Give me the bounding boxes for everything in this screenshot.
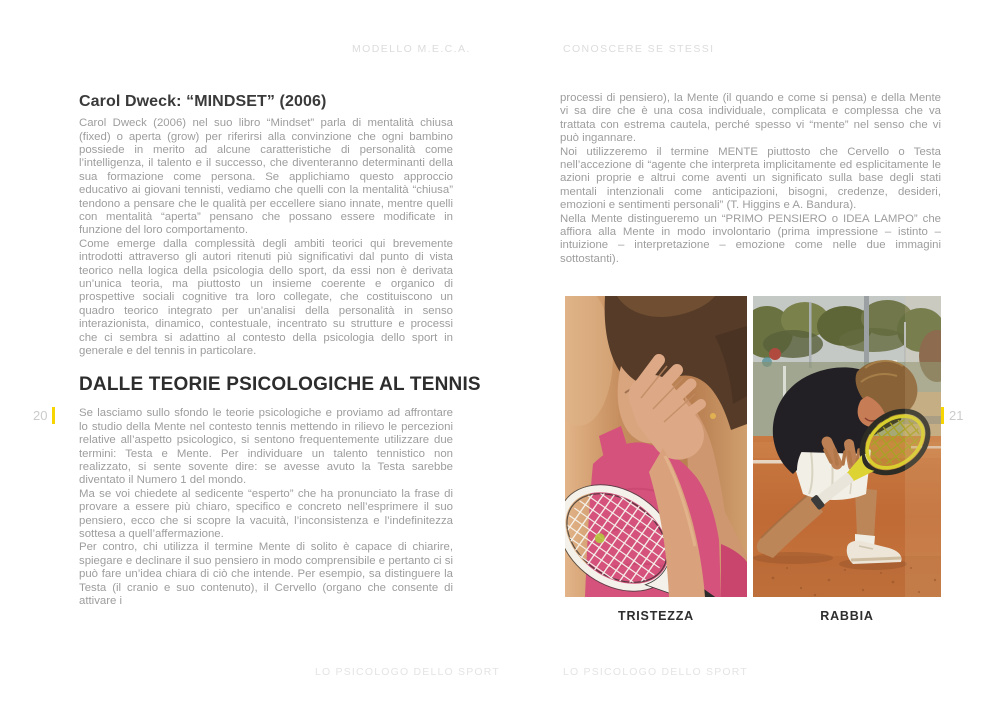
paragraph: Come emerge dalla complessità degli ambiti teorici qui brevemente introdotti attraverso gli autori ritenuti più significativi dal punto di vista teorico nella logica della psicologia dello sport, da essi non è derivata un’unica teoria, ma piuttosto un insieme coerente e organico di prospettive sociali cognitive tra loro collegate, che costituiscono un quadro teorico integrato per un’analisi della personalità in senso interazionista, dinamico, contestuale, incentrato su strutture e processi che ci sembra si adattino al contesto della psicologia dello sport in generale e del tennis in particolare. xyxy=(79,237,453,358)
running-head-left: MODELLO M.E.C.A. xyxy=(352,43,471,55)
page-number-left xyxy=(33,407,55,424)
footer-right: LO PSICOLOGO DELLO SPORT xyxy=(563,666,748,678)
right-page-column xyxy=(560,92,941,266)
paragraph: Nella Mente distingueremo un “PRIMO PENSIERO o IDEA LAMPO” che affiora alla Mente in modo involontario (prima impressione – istinto – intuizione – interpretazione – emozione come nelle due immagini sottostanti). xyxy=(560,212,941,265)
figure-caption: TRISTEZZA xyxy=(618,609,694,623)
figure-anger xyxy=(753,296,941,623)
figure-row xyxy=(565,296,941,623)
accent-bar xyxy=(941,407,944,424)
figure-sadness xyxy=(565,296,747,623)
anger-photo xyxy=(753,296,941,597)
page-number-right xyxy=(941,407,963,424)
paragraph: processi di pensiero), la Mente (il quando e come si pensa) e della Mente vi sa dire che è una cosa individuale, complicata e complessa che va trattata con estrema cautela, perché spesso vi “mente” nel senso che vi può ingannare. xyxy=(560,92,941,145)
paragraph: Se lasciamo sullo sfondo le teorie psicologiche e proviamo ad affrontare lo studio della Mente nel contesto tennis mettendo in rilievo le percezioni relative all’aspetto psicologico, si sentono frequentemente utilizzare due termini: Testa e Mente. Per individuare un talento tennistico non realizzato, si sente sovente dire: se avesse avuto la Testa sarebbe diventato il Numero 1 del mondo. xyxy=(79,407,453,487)
paragraph: Carol Dweck (2006) nel suo libro “Mindset” parla di mentalità chiusa (fixed) o aperta (grow) per riferirsi alla convinzione che ogni bambino possiede in merito ad alcune caratteristiche di personalità come l’intelligenza, il talento e il successo, che diventeranno determinanti della sua formazione come persona. Se applichiamo questo approccio educativo ai giovani tennisti, vediamo che quelli con la mentalità “chiusa” tendono a pensare che le qualità per eccellere siano innate, mentre quelli con mentalità “aperta” pensano che possano essere modificate in funzione del loro comportamento. xyxy=(79,117,453,237)
page-number-label: 20 xyxy=(33,408,48,423)
sadness-photo xyxy=(565,296,747,597)
left-page-column xyxy=(79,92,481,608)
footer-left: LO PSICOLOGO DELLO SPORT xyxy=(315,666,500,678)
article-title: Carol Dweck: “MINDSET” (2006) xyxy=(79,93,327,110)
paragraph: Ma se voi chiedete al sedicente “esperto” che ha pronunciato la frase di provare a essere più chiaro, specifico e concreto nell’esprimere il suo pensiero, ecco che si scopre la vacuità, l’inconsistenza e l’indefinitezza sottesa a quell’affermazione. xyxy=(79,487,453,540)
running-head-right: CONOSCERE SE STESSI xyxy=(563,43,715,55)
figure-caption: RABBIA xyxy=(820,609,874,623)
accent-bar xyxy=(52,407,55,424)
section-title: DALLE TEORIE PSICOLOGICHE AL TENNIS xyxy=(79,373,481,395)
page-number-label: 21 xyxy=(949,408,964,423)
paragraph: Noi utilizzeremo il termine MENTE piuttosto che Cervello o Testa nell’accezione di “agente che interpreta implicitamente ed esplicitamente le azioni proprie e altrui come aventi un significato sulla base degli stati mentali intenzionali come anticipazioni, bisogni, credenze, desideri, emozioni e sentimenti personali” (T. Higgins e A. Bandura). xyxy=(560,145,941,212)
paragraph: Per contro, chi utilizza il termine Mente di solito è capace di chiarire, spiegare e declinare il suo pensiero in modo comprensibile e pertanto ci si può fare un’idea chiara di ciò che intende. Per esempio, sa distinguere la Testa (il cranio e suo contenuto), il Cervello (organo che consente di attivare i xyxy=(79,541,453,607)
